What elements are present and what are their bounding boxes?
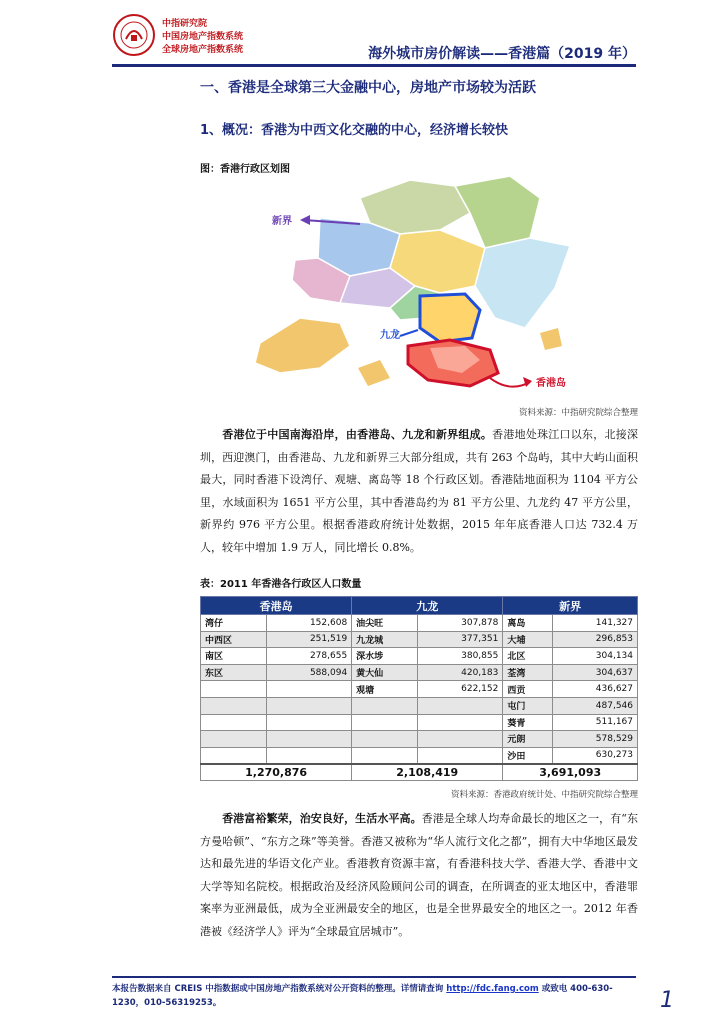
population-cell: 278,655 <box>267 648 352 665</box>
district-name-cell <box>201 681 267 698</box>
population-cell: 420,183 <box>418 664 503 681</box>
total-cell: 2,108,419 <box>352 764 503 781</box>
population-cell: 436,627 <box>553 681 638 698</box>
district-name-cell <box>201 731 267 748</box>
header-divider <box>112 64 636 67</box>
district-name-cell: 观塘 <box>352 681 418 698</box>
label-kowloon: 九龙 <box>380 330 400 341</box>
population-cell <box>418 714 503 731</box>
footer-note <box>112 982 642 1010</box>
population-cell <box>418 747 503 764</box>
table-row <box>201 714 638 731</box>
totals-row <box>201 764 638 781</box>
section-heading: 一、香港是全球第三大金融中心，房地产市场较为活跃 <box>200 80 536 96</box>
district-name-cell: 油尖旺 <box>352 615 418 632</box>
district-name-cell <box>352 714 418 731</box>
subsection-heading: 1、概况：香港为中西文化交融的中心，经济增长较快 <box>200 123 509 138</box>
district-name-cell: 九龙城 <box>352 631 418 648</box>
living-lead: 香港富裕繁荣，治安良好，生活水平高。 <box>222 812 422 825</box>
district-name-cell <box>201 747 267 764</box>
population-cell: 304,637 <box>553 664 638 681</box>
district-name-cell <box>352 747 418 764</box>
report-title: 海外城市房价解读——香港篇（2019 年） <box>368 46 636 62</box>
population-cell: 304,134 <box>553 648 638 665</box>
hong-kong-district-map <box>240 168 646 406</box>
intro-body: 香港地处珠江口以东，北接深圳，西迎澳门，由香港岛、九龙和新界三大部分组成，共有 263 个岛屿，其中大屿山面积最大，同时香港下设湾仔、观塘、离岛等 18 个行政区划。香港陆地面积为 1104 平方公里，水域面积为 1651 平方公里，其中香港岛约为 81 平方公里、九龙约 47 平方公里，新界约 976 平方公里。根据香港政府统计处数据，2015 年年底香港人口达 732.4 万人，较年中增加 1.9 万人，同比增长 0.8%。 <box>200 428 639 554</box>
population-cell: 511,167 <box>553 714 638 731</box>
population-cell: 630,273 <box>553 747 638 764</box>
district-name-cell: 元朗 <box>503 731 553 748</box>
district-name-cell: 中西区 <box>201 631 267 648</box>
org-line-3: 全球房地产指数系统 <box>162 45 244 55</box>
population-cell: 377,351 <box>418 631 503 648</box>
district-name-cell <box>352 697 418 714</box>
footer-text-after: 或致电 400-630-1230，010-56319253。 <box>112 984 613 1008</box>
district-name-cell <box>352 731 418 748</box>
table-row <box>201 648 638 665</box>
label-hk-island: 香港岛 <box>536 378 566 389</box>
population-cell <box>267 714 352 731</box>
table-row <box>201 697 638 714</box>
district-name-cell: 葵青 <box>503 714 553 731</box>
population-cell: 487,546 <box>553 697 638 714</box>
table-row <box>201 681 638 698</box>
district-name-cell: 东区 <box>201 664 267 681</box>
total-cell: 1,270,876 <box>201 764 352 781</box>
district-name-cell: 屯门 <box>503 697 553 714</box>
org-name-block <box>162 18 243 57</box>
table-row <box>201 631 638 648</box>
district-name-cell: 黄大仙 <box>352 664 418 681</box>
population-cell <box>267 731 352 748</box>
population-table <box>200 596 638 781</box>
population-cell: 152,608 <box>267 615 352 632</box>
population-cell: 307,878 <box>418 615 503 632</box>
population-cell: 380,855 <box>418 648 503 665</box>
district-name-cell: 沙田 <box>503 747 553 764</box>
table-row <box>201 615 638 632</box>
footer-text-before: 本报告数据来自 CREIS 中指数据或中国房地产指数系统对公开资料的整理。详情请查询 <box>112 984 447 994</box>
label-new-territories: 新界 <box>272 216 292 227</box>
population-cell <box>267 697 352 714</box>
total-cell: 3,691,093 <box>503 764 638 781</box>
table-caption: 表：2011 年香港各行政区人口数量 <box>200 579 362 590</box>
table-source: 资料来源：香港政府统计处、中指研究院综合整理 <box>450 790 638 800</box>
district-name-cell: 湾仔 <box>201 615 267 632</box>
table-row <box>201 747 638 764</box>
district-name-cell: 深水埗 <box>352 648 418 665</box>
table-row <box>201 731 638 748</box>
population-cell: 622,152 <box>418 681 503 698</box>
population-cell: 578,529 <box>553 731 638 748</box>
district-name-cell: 北区 <box>503 648 553 665</box>
page-number: 1 <box>660 988 674 1013</box>
col-header-hk-island: 香港岛 <box>201 597 352 615</box>
district-name-cell <box>201 714 267 731</box>
map-region-sai-kung <box>475 238 570 328</box>
population-cell <box>418 697 503 714</box>
population-cell <box>267 747 352 764</box>
kowloon-arrow <box>400 330 418 336</box>
population-cell: 251,519 <box>267 631 352 648</box>
population-cell <box>267 681 352 698</box>
company-logo-seal <box>112 13 156 57</box>
district-name-cell: 西贡 <box>503 681 553 698</box>
table-row <box>201 664 638 681</box>
figure-source: 资料来源：中指研究院综合整理 <box>518 408 638 418</box>
population-cell: 588,094 <box>267 664 352 681</box>
intro-paragraph <box>200 424 638 559</box>
footer-link[interactable]: http://fdc.fang.com <box>446 984 539 994</box>
population-cell: 296,853 <box>553 631 638 648</box>
footer-divider <box>112 976 636 978</box>
district-name-cell <box>201 697 267 714</box>
figure-caption: 图：香港行政区划图 <box>200 164 290 175</box>
col-header-new-territories: 新界 <box>503 597 638 615</box>
living-body: 香港是全球人均寿命最长的地区之一，有“东方曼哈顿”、“东方之珠”等美誉。香港又被称为“华人流行文化之都”，拥有大中华地区最发达和最先进的华语文化产业。香港教育资源丰富，有香港科技大学、香港大学、香港中文大学等知名院校。根据政治及经济风险顾问公司的调查，在所调查的亚太地区中，香港罪案率为亚洲最低，成为全亚洲最安全的地区，也是全世界最安全的地区之一。2012 年香港被《经济学人》评为“全球最宜居城市”。 <box>200 812 638 938</box>
district-name-cell: 荃湾 <box>503 664 553 681</box>
intro-lead: 香港位于中国南海沿岸，由香港岛、九龙和新界组成。 <box>222 428 493 441</box>
map-region-islands <box>255 318 350 373</box>
population-cell <box>418 731 503 748</box>
population-cell: 141,327 <box>553 615 638 632</box>
district-name-cell: 离岛 <box>503 615 553 632</box>
living-paragraph <box>200 808 638 943</box>
org-line-1: 中指研究院 <box>162 19 208 29</box>
district-name-cell: 南区 <box>201 648 267 665</box>
district-name-cell: 大埔 <box>503 631 553 648</box>
org-line-2: 中国房地产指数系统 <box>162 32 244 42</box>
col-header-kowloon: 九龙 <box>352 597 503 615</box>
map-region-kowloon <box>420 294 480 342</box>
